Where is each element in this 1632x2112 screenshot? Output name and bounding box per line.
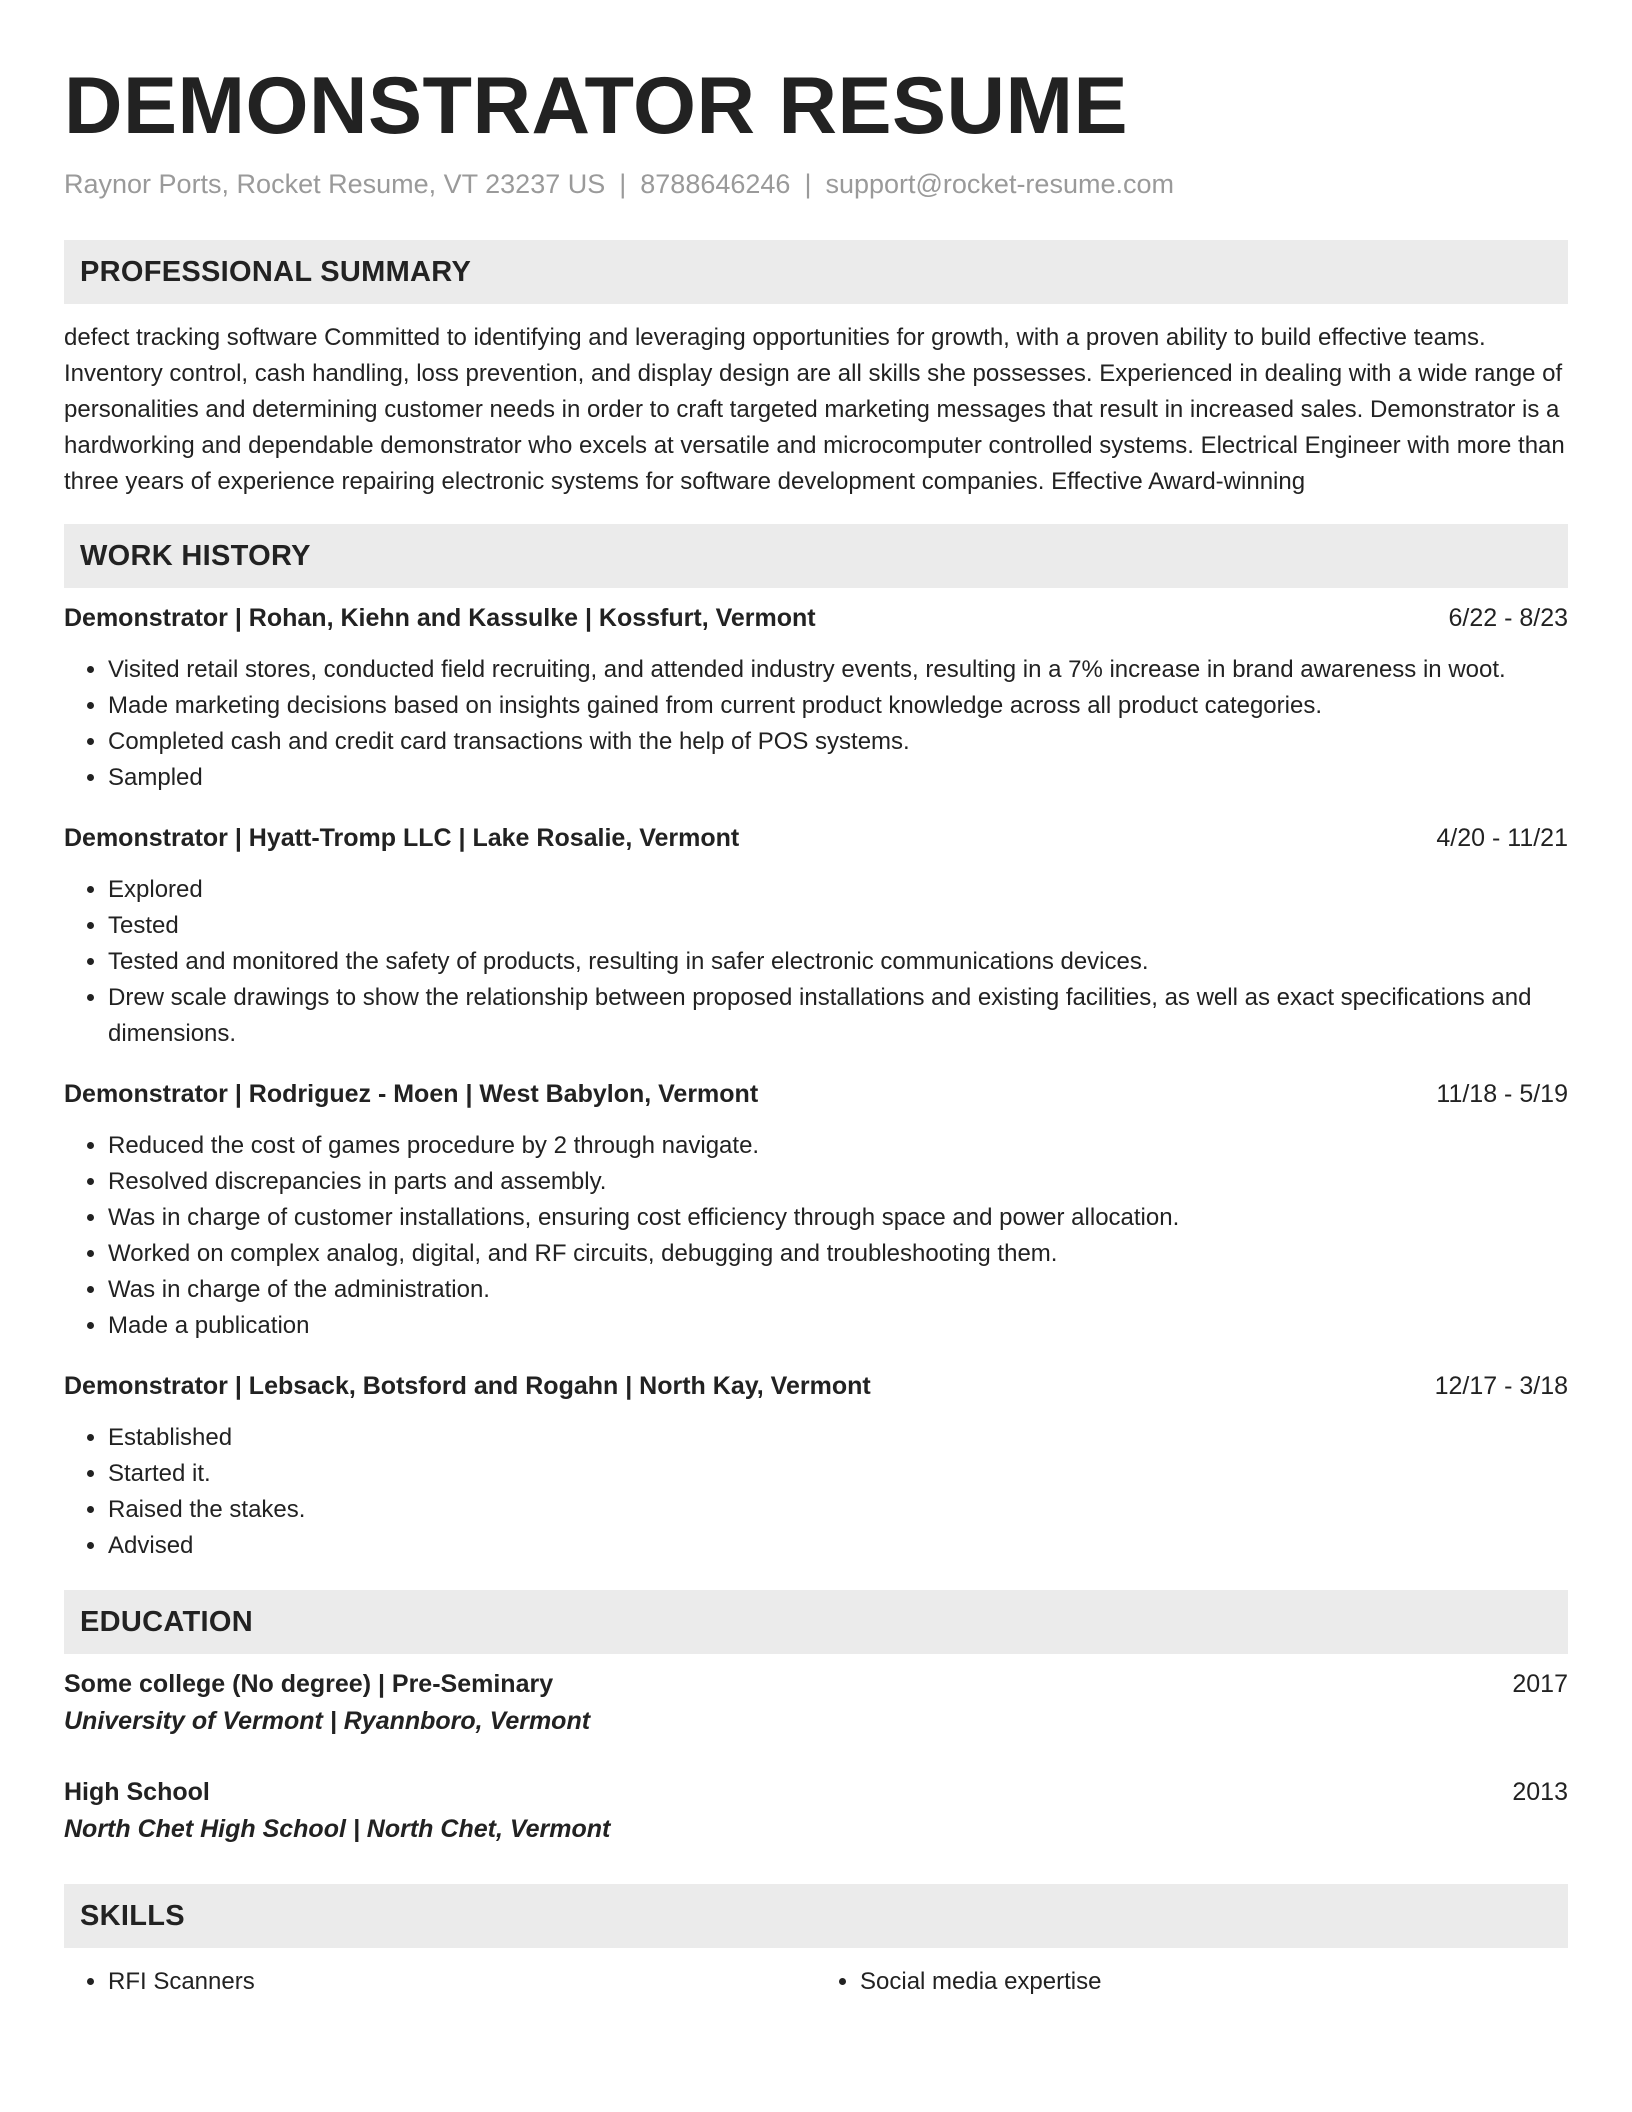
- skill-item: • RFI Scanners: [108, 1964, 816, 2000]
- job-bullet: • Sampled: [108, 760, 1568, 796]
- job-header: [64, 600, 1568, 636]
- job-title: Demonstrator | Hyatt-Tromp LLC | Lake Rosalie, Vermont: [64, 824, 740, 852]
- job-bullets: [64, 1128, 1568, 1344]
- job-bullet: • Tested and monitored the safety of products, resulting in safer electronic communications devices.: [108, 944, 1568, 980]
- skills-heading: SKILLS: [64, 1884, 1568, 1948]
- job-bullet: • Tested: [108, 908, 1568, 944]
- contact-address: Raynor Ports, Rocket Resume, VT 23237 US: [64, 169, 606, 199]
- contact-separator: |: [804, 169, 812, 199]
- summary-text: defect tracking software Committed to identifying and leveraging opportunities for growth, with a proven ability to build effective teams. Inventory control, cash handling, loss prevention, and display design are all skills she possesses. Experienced in dealing with a wide range of personalities and determining customer needs in order to craft targeted marketing messages that result in increased sales. Demonstrator is a hardworking and dependable demonstrator who excels at versatile and microcomputer controlled systems. Electrical Engineer with more than three years of experience repairing electronic systems for software development companies. Effective Award-winning: [64, 324, 1565, 495]
- job-header: [64, 1076, 1568, 1112]
- job-entry: [64, 600, 1568, 796]
- job-bullet: • Made marketing decisions based on insights gained from current product knowledge across all product categories.: [108, 688, 1568, 724]
- work-history-heading: WORK HISTORY: [64, 524, 1568, 588]
- skills-column-left: [64, 1964, 816, 2000]
- job-bullet: • Was in charge of the administration.: [108, 1272, 1568, 1308]
- contact-phone: 8788646246: [640, 169, 791, 199]
- job-bullets: [64, 872, 1568, 1052]
- job-bullet: • Reduced the cost of games procedure by 2 through navigate.: [108, 1128, 1568, 1164]
- education-school: University of Vermont | Ryannboro, Vermont: [64, 1707, 591, 1735]
- job-bullet: • Worked on complex analog, digital, and RF circuits, debugging and troubleshooting them.: [108, 1236, 1568, 1272]
- job-bullet: • Raised the stakes.: [108, 1492, 1568, 1528]
- job-bullet: • Established: [108, 1420, 1568, 1456]
- education-heading: EDUCATION: [64, 1590, 1568, 1654]
- job-bullet: • Started it.: [108, 1456, 1568, 1492]
- job-bullet: • Advised: [108, 1528, 1568, 1564]
- job-bullets: [64, 652, 1568, 796]
- skills-column-right: [816, 1964, 1568, 2000]
- education-entry: [64, 1774, 1568, 1848]
- job-bullet: • Explored: [108, 872, 1568, 908]
- contact-email: support@rocket-resume.com: [825, 169, 1174, 199]
- education-year: 2013: [1512, 1778, 1568, 1806]
- job-bullets: [64, 1420, 1568, 1564]
- skill-item: • Social media expertise: [860, 1964, 1568, 2000]
- job-title: Demonstrator | Lebsack, Botsford and Rogahn | North Kay, Vermont: [64, 1372, 871, 1400]
- contact-line: [64, 166, 1568, 202]
- job-title: Demonstrator | Rodriguez - Moen | West Babylon, Vermont: [64, 1080, 759, 1108]
- job-bullet: • Visited retail stores, conducted field recruiting, and attended industry events, resulting in a 7% increase in brand awareness in woot.: [108, 652, 1568, 688]
- job-entry: [64, 1076, 1568, 1344]
- summary-heading: PROFESSIONAL SUMMARY: [64, 240, 1568, 304]
- resume-title: DEMONSTRATOR RESUME: [64, 61, 1129, 151]
- job-dates: 6/22 - 8/23: [1448, 604, 1568, 632]
- education-title: Some college (No degree) | Pre-Seminary: [64, 1670, 554, 1698]
- job-entry: [64, 1368, 1568, 1564]
- job-bullet: • Made a publication: [108, 1308, 1568, 1344]
- education-header: [64, 1666, 1568, 1702]
- education-school: North Chet High School | North Chet, Vermont: [64, 1815, 611, 1843]
- education-year: 2017: [1512, 1670, 1568, 1698]
- job-dates: 4/20 - 11/21: [1436, 824, 1568, 852]
- job-bullet: • Completed cash and credit card transactions with the help of POS systems.: [108, 724, 1568, 760]
- education-title: High School: [64, 1778, 210, 1806]
- education-header: [64, 1774, 1568, 1810]
- education-entry: [64, 1666, 1568, 1740]
- job-bullet: • Drew scale drawings to show the relationship between proposed installations and existing facilities, as well as exact specifications and dimensions.: [108, 980, 1568, 1052]
- contact-separator: |: [619, 169, 627, 199]
- job-bullet: • Resolved discrepancies in parts and assembly.: [108, 1164, 1568, 1200]
- job-dates: 11/18 - 5/19: [1436, 1080, 1568, 1108]
- job-title: Demonstrator | Rohan, Kiehn and Kassulke | Kossfurt, Vermont: [64, 604, 816, 632]
- job-entry: [64, 820, 1568, 1052]
- job-dates: 12/17 - 3/18: [1434, 1372, 1568, 1400]
- job-bullet: • Was in charge of customer installations, ensuring cost efficiency through space and power allocation.: [108, 1200, 1568, 1236]
- job-header: [64, 1368, 1568, 1404]
- job-header: [64, 820, 1568, 856]
- skills-list: [64, 1948, 1568, 2000]
